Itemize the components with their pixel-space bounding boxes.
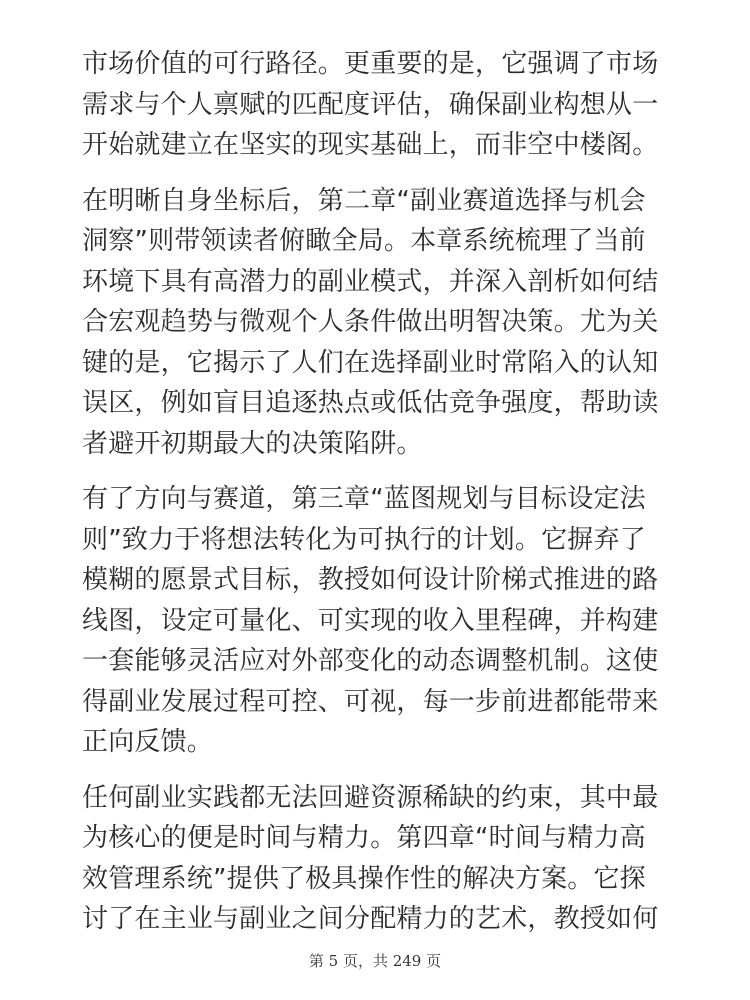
text-line: 讨了在主业与副业之间分配精力的艺术，教授如何 — [82, 904, 659, 934]
text-line: 误区，例如盲目追逐热点或低估竞争强度，帮助读 — [82, 388, 659, 418]
text-line: 在明晰自身坐标后，第二章“副业赛道选择与机会 — [82, 185, 646, 216]
text-line: 洞察”则带领读者俯瞰全局。本章系统梳理了当前 — [82, 226, 646, 256]
text-line: 有了方向与赛道，第三章“蓝图规划与目标设定法 — [82, 484, 646, 514]
text-line: 者避开初期最大的决策陷阱。 — [82, 428, 423, 459]
text-line: 键的是，它揭示了人们在选择副业时常陷入的认知 — [82, 347, 659, 378]
text-line: 一套能够灵活应对外部变化的动态调整机制。这使 — [82, 646, 659, 676]
text-line: 环境下具有高潜力的副业模式，并深入剖析如何结 — [82, 266, 659, 297]
text-line: 任何副业实践都无法回避资源稀缺的约束，其中最 — [82, 782, 659, 813]
text-line: 模糊的愿景式目标，教授如何设计阶梯式推进的路 — [82, 565, 659, 595]
text-line: 效管理系统”提供了极具操作性的解决方案。它探 — [82, 863, 646, 894]
paragraph — [82, 479, 682, 763]
text-line: 线图，设定可量化、可实现的收入里程碑，并构建 — [82, 605, 659, 636]
text-line: 则”致力于将想法转化为可执行的计划。它摒弃了 — [82, 524, 646, 555]
body-text — [82, 44, 682, 955]
text-line: 为核心的便是时间与精力。第四章“时间与精力高 — [82, 823, 646, 853]
text-line: 市场价值的可行路径。更重要的是，它强调了市场 — [82, 49, 659, 79]
text-line: 需求与个人禀赋的匹配度评估，确保副业构想从一 — [82, 89, 659, 120]
text-line: 正向反馈。 — [82, 727, 214, 757]
text-line: 开始就建立在坚实的现实基础上，而非空中楼阁。 — [82, 130, 659, 160]
page-number-footer: 第 5 页，共 249 页 — [308, 952, 442, 970]
text-line: 得副业发展过程可控、可视，每一步前进都能带来 — [82, 686, 659, 717]
text-line: 合宏观趋势与微观个人条件做出明智决策。尤为关 — [82, 307, 659, 337]
paragraph — [82, 44, 682, 166]
paragraph — [82, 181, 682, 465]
paragraph — [82, 778, 682, 940]
